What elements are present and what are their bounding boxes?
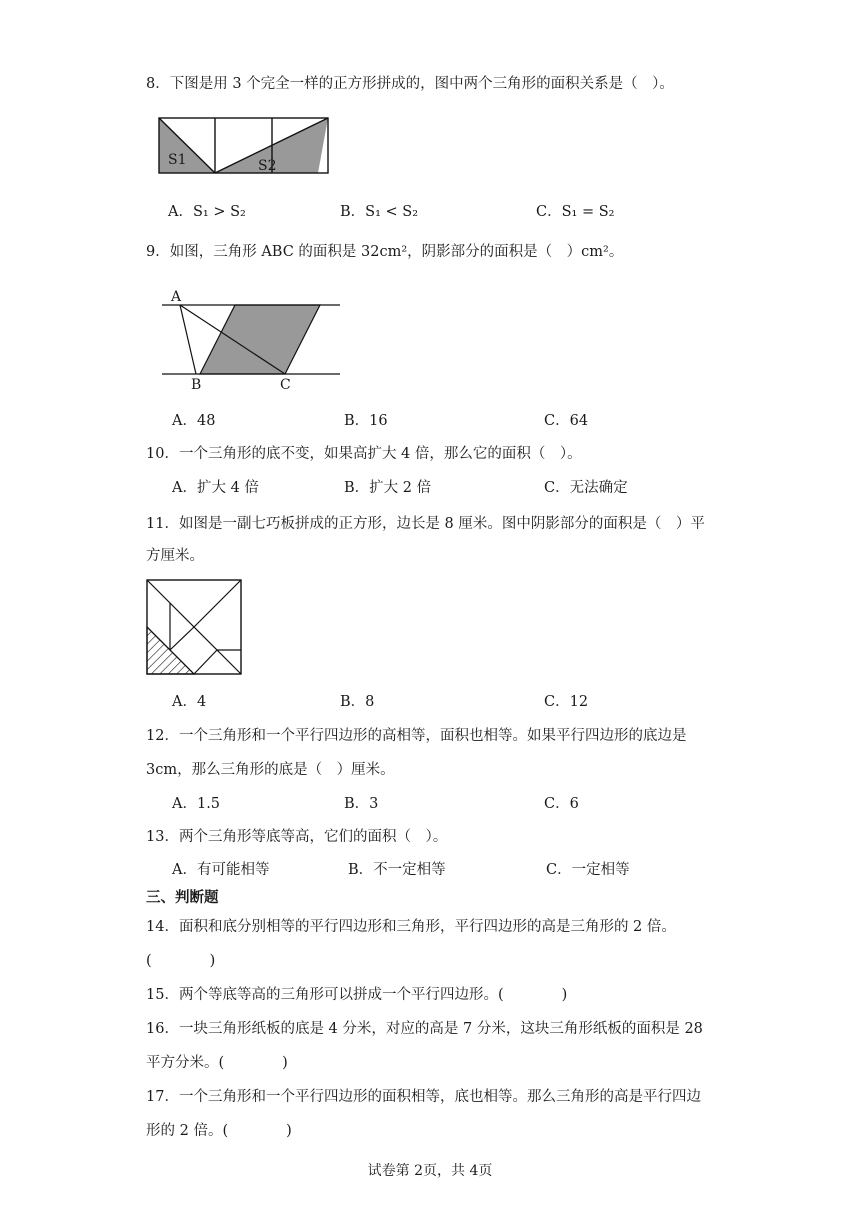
q9-label-b: B	[191, 377, 202, 393]
q13-option-b[interactable]: B．不一定相等	[348, 862, 446, 878]
section-title-judgment: 三、判断题	[146, 889, 219, 906]
q12-option-c[interactable]: C．6	[544, 796, 579, 812]
q16-text-line2: 平方分米。( )	[146, 1055, 288, 1071]
q11-text-line1: 11．如图是一副七巧板拼成的正方形，边长是 8 厘米。图中阴影部分的面积是（ ）平	[146, 516, 705, 532]
q9-figure	[158, 285, 344, 385]
q8-option-a[interactable]: A．S₁ > S₂	[168, 204, 246, 220]
q17-text-line2: 形的 2 倍。( )	[146, 1123, 292, 1139]
q8-label-s2: S2	[258, 158, 277, 174]
q10-option-c[interactable]: C．无法确定	[544, 480, 628, 496]
q14-answer-bracket[interactable]: ( )	[146, 953, 216, 969]
q16-text-line1: 16．一块三角形纸板的底是 4 分米，对应的高是 7 分米，这块三角形纸板的面积是 28	[146, 1021, 703, 1037]
q12-option-b[interactable]: B．3	[344, 796, 379, 812]
q13-option-a[interactable]: A．有可能相等	[172, 862, 270, 878]
q14-text: 14．面积和底分别相等的平行四边形和三角形，平行四边形的高是三角形的 2 倍。	[146, 919, 676, 935]
page-footer: 试卷第 2页，共 4页	[367, 1163, 493, 1179]
q9-option-a[interactable]: A．48	[172, 413, 216, 429]
q13-text: 13．两个三角形等底等高，它们的面积（ ）。	[146, 829, 448, 845]
q12-option-a[interactable]: A．1.5	[172, 796, 221, 812]
q17-text-line1: 17．一个三角形和一个平行四边形的面积相等，底也相等。那么三角形的高是平行四边	[146, 1089, 701, 1105]
q8-text: 8．下图是用 3 个完全一样的正方形拼成的，图中两个三角形的面积关系是（ ）。	[146, 76, 674, 92]
q8-option-b[interactable]: B．S₁ < S₂	[340, 204, 419, 220]
q11-text-line2: 方厘米。	[146, 548, 204, 564]
q9-option-c[interactable]: C．64	[544, 413, 589, 429]
q10-text: 10．一个三角形的底不变，如果高扩大 4 倍，那么它的面积（ ）。	[146, 446, 582, 462]
q11-option-b[interactable]: B．8	[340, 694, 375, 710]
q15-text: 15．两个等底等高的三角形可以拼成一个平行四边形。( )	[146, 987, 568, 1003]
q12-text-line1: 12．一个三角形和一个平行四边形的高相等，面积也相等。如果平行四边形的底边是	[146, 728, 687, 744]
q11-option-c[interactable]: C．12	[544, 694, 589, 710]
q12-text-line2: 3cm，那么三角形的底是（ ）厘米。	[146, 762, 395, 778]
q9-text: 9．如图，三角形 ABC 的面积是 32cm²，阴影部分的面积是（ ）cm²。	[146, 244, 624, 260]
q8-label-s1: S1	[168, 152, 187, 168]
q10-option-b[interactable]: B．扩大 2 倍	[344, 480, 432, 496]
q13-option-c[interactable]: C．一定相等	[546, 862, 630, 878]
q8-option-c[interactable]: C．S₁ = S₂	[536, 204, 615, 220]
q9-label-c: C	[280, 377, 291, 393]
q10-option-a[interactable]: A．扩大 4 倍	[172, 480, 259, 496]
q9-option-b[interactable]: B．16	[344, 413, 388, 429]
q11-option-a[interactable]: A．4	[172, 694, 207, 710]
q11-tangram-figure	[145, 578, 243, 676]
q9-label-a: A	[171, 289, 182, 305]
